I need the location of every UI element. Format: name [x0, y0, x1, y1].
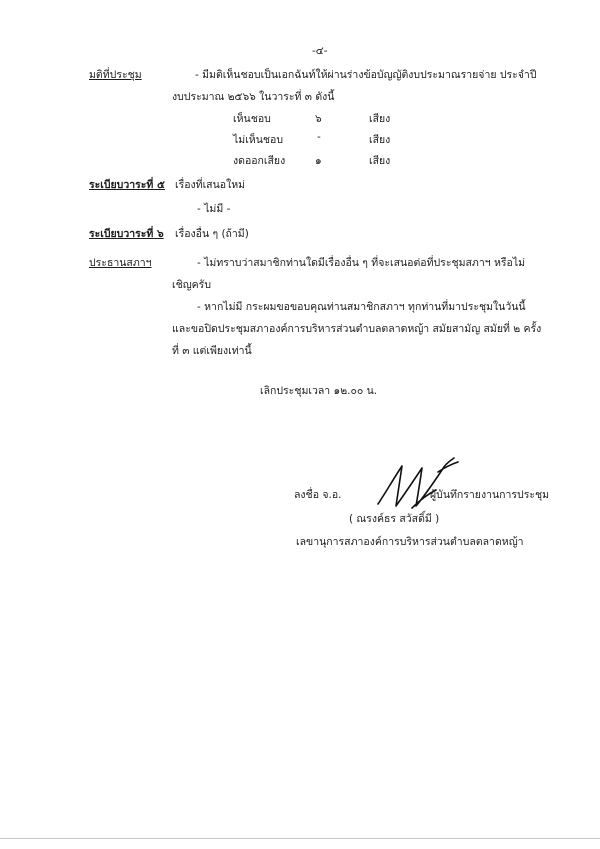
handwritten-signature — [372, 452, 462, 512]
resolution-label: มติที่ประชุม — [89, 69, 142, 81]
signature-role: ผู้บันทึกรายงานการประชุม — [430, 489, 550, 501]
signature-prefix: ลงชื่อ จ.อ. — [294, 489, 342, 501]
vote-label-approve: เห็นชอบ — [233, 113, 271, 125]
agenda5-label: ระเบียบวาระที่ ๕ — [89, 179, 165, 191]
closing-time: เลิกประชุมเวลา ๑๒.๐๐ น. — [260, 385, 378, 397]
page-bottom-edge — [0, 838, 600, 839]
vote-count-abstain: ๑ — [315, 155, 322, 167]
agenda6-label: ระเบียบวาระที่ ๖ — [89, 228, 164, 240]
resolution-line-1: - มีมติเห็นชอบเป็นเอกฉันท์ให้ผ่านร่างข้อบัญญัติงบประมาณรายจ่าย ประจำปี — [195, 69, 537, 81]
vote-label-reject: ไม่เห็นชอบ — [233, 134, 283, 146]
agenda5-body: - ไม่มี - — [197, 203, 231, 215]
signature-position: เลขานุการสภาองค์การบริหารส่วนตำบลตลาดหญ้า — [296, 536, 524, 548]
chair-para2-line3: ที่ ๓ แต่เพียงเท่านี้ — [172, 345, 252, 357]
vote-count-approve: ๖ — [315, 113, 322, 125]
vote-unit-abstain: เสียง — [369, 155, 391, 167]
chair-para2-line1: - หากไม่มี กระผมขอขอบคุณท่านสมาชิกสภาฯ ทุกท่านที่มาประชุมในวันนี้ — [197, 301, 526, 313]
signature-name: ( ณรงค์ธร สวัสดิ์มี ) — [349, 513, 440, 525]
vote-unit-reject: เสียง — [369, 134, 391, 146]
chair-para2-line2: และขอปิดประชุมสภาองค์การบริหารส่วนตำบลตลาดหญ้า สมัยสามัญ สมัยที่ ๒ ครั้ง — [172, 323, 542, 335]
page-number: -๔- — [312, 45, 328, 57]
chair-para1-line2: เชิญครับ — [172, 279, 211, 291]
chair-label: ประธานสภาฯ — [89, 257, 152, 269]
vote-label-abstain: งดออกเสียง — [233, 155, 286, 167]
agenda5-title: เรื่องที่เสนอใหม่ — [175, 179, 246, 191]
vote-unit-approve: เสียง — [369, 113, 391, 125]
resolution-line-2: งบประมาณ ๒๕๖๖ ในวาระที่ ๓ ดังนี้ — [172, 91, 335, 103]
chair-para1-line1: - ไม่ทราบว่าสมาชิกท่านใดมีเรื่องอื่น ๆ ที่จะเสนอต่อที่ประชุมสภาฯ หรือไม่ — [197, 257, 526, 269]
vote-count-reject: - — [317, 131, 321, 143]
agenda6-title: เรื่องอื่น ๆ (ถ้ามี) — [175, 228, 249, 240]
